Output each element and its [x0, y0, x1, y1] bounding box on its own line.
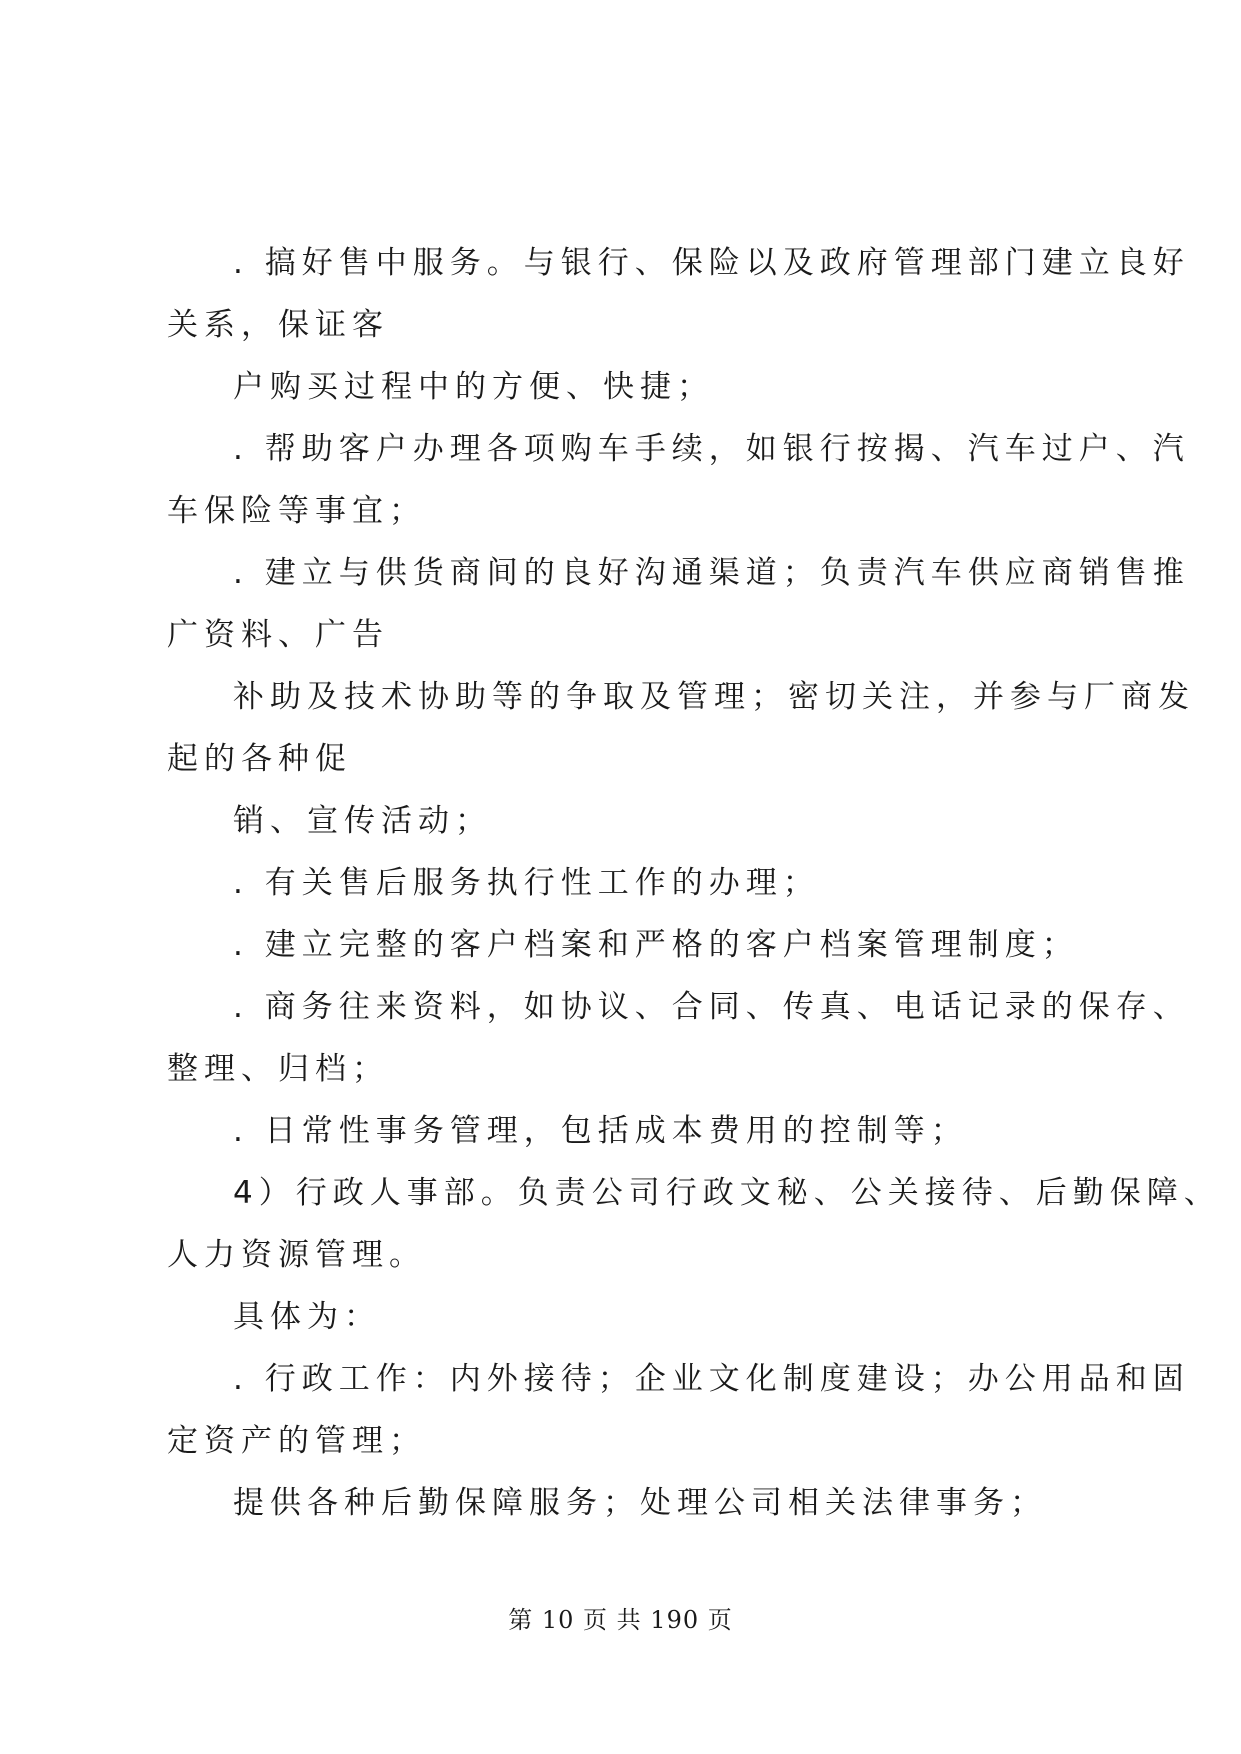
text-line: 整理、归档； [167, 1051, 389, 1087]
page-number-footer: 第 10 页 共 190 页 [508, 1606, 733, 1634]
text-line: 销、宣传活动； [233, 803, 492, 839]
text-line: . 有关售后服务执行性工作的办理； [233, 865, 820, 901]
text-line: . 行政工作：内外接待；企业文化制度建设；办公用品和固 [233, 1361, 1190, 1397]
text-line: 广资料、广告 [167, 617, 389, 653]
text-line: 具体为： [233, 1299, 381, 1335]
document-body [167, 232, 1221, 1534]
text-line: . 建立完整的客户档案和严格的客户档案管理制度； [233, 927, 1079, 963]
text-line: . 搞好售中服务。与银行、保险以及政府管理部门建立良好 [233, 245, 1190, 281]
text-line: . 日常性事务管理，包括成本费用的控制等； [233, 1113, 968, 1149]
text-line: . 建立与供货商间的良好沟通渠道；负责汽车供应商销售推 [233, 555, 1190, 591]
text-line: 提供各种后勤保障服务；处理公司相关法律事务； [233, 1485, 1047, 1521]
text-line: 4）行政人事部。负责公司行政文秘、公关接待、后勤保障、 [233, 1175, 1221, 1211]
text-line: . 商务往来资料，如协议、合同、传真、电话记录的保存、 [233, 989, 1190, 1025]
text-line: 人力资源管理。 [167, 1237, 426, 1273]
text-line: 车保险等事宜； [167, 493, 426, 529]
text-line: 起的各种促 [167, 741, 352, 777]
text-line: . 帮助客户办理各项购车手续，如银行按揭、汽车过户、汽 [233, 431, 1190, 467]
text-line: 关系，保证客 [167, 307, 389, 343]
text-line: 定资产的管理； [167, 1423, 426, 1459]
text-line: 户购买过程中的方便、快捷； [233, 369, 714, 405]
text-line: 补助及技术协助等的争取及管理；密切关注，并参与厂商发 [233, 679, 1195, 715]
